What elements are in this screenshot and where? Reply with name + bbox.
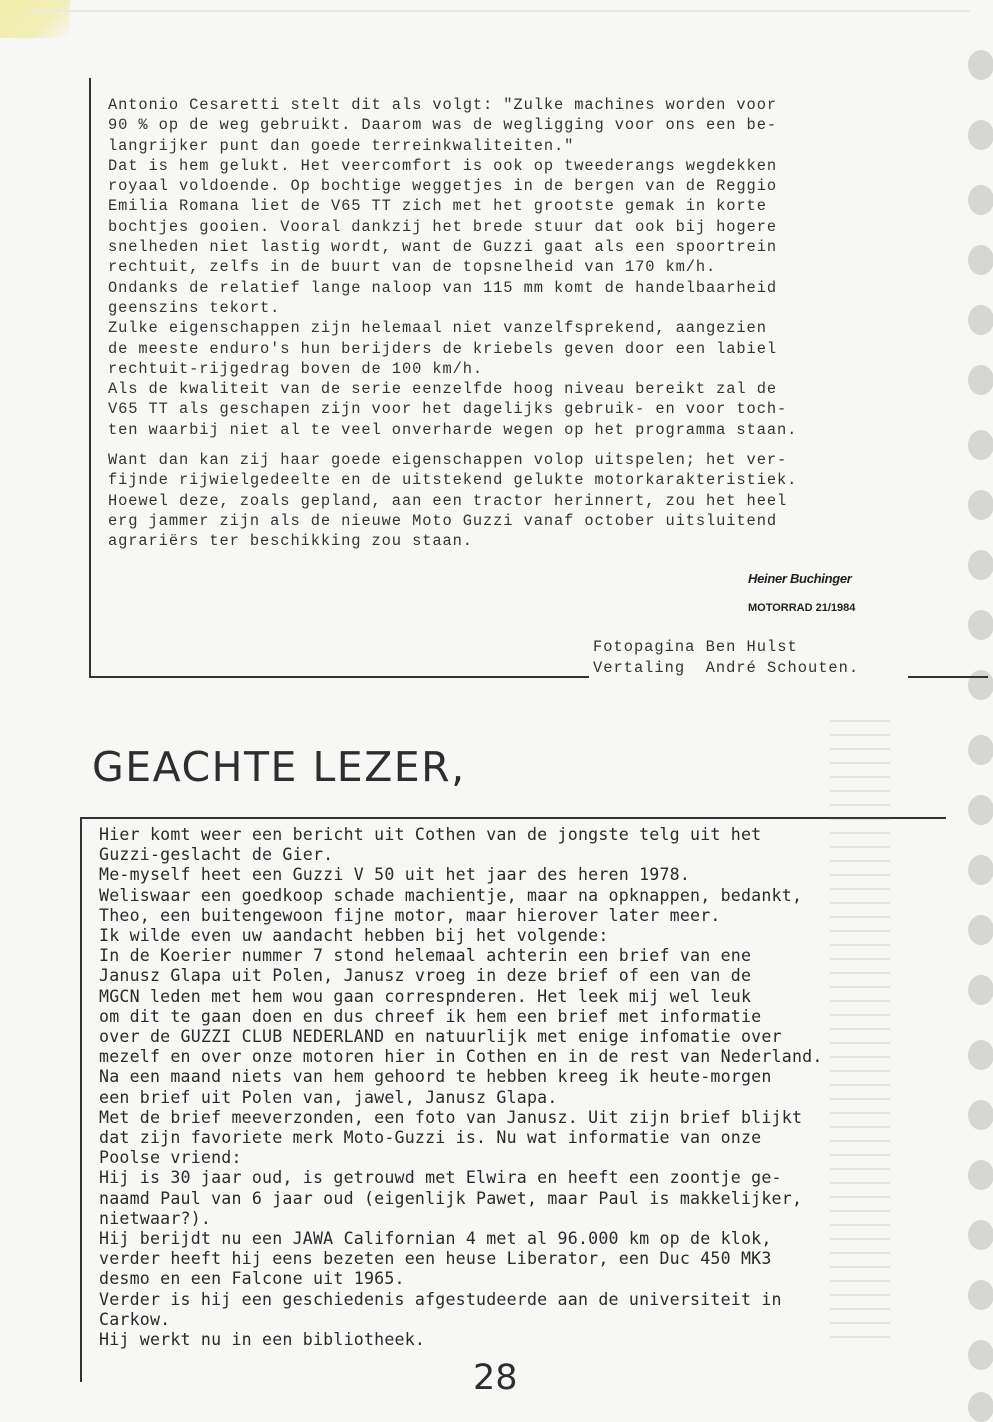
text-line: Me-myself heet een Guzzi V 50 uit het jaar des heren 1978. — [99, 865, 691, 885]
letter-heading: GEACHTE LEZER, — [92, 743, 466, 791]
punch-hole — [968, 855, 993, 885]
text-line: geenszins tekort. — [108, 298, 281, 317]
article1-bottom-rule-tail — [908, 676, 988, 678]
text-line: rechtuit-rijgedrag boven de 100 km/h. — [108, 359, 484, 378]
letter-body — [99, 825, 969, 1350]
text-line: over de GUZZI CLUB NEDERLAND en natuurlijk met enige infomatie over — [99, 1027, 782, 1047]
text-line: om dit te gaan doen en dus chreef ik hem een brief met informatie — [99, 1006, 762, 1026]
punch-hole — [968, 305, 993, 335]
text-line: Hoewel deze, zoals gepland, aan een tractor herinnert, zou het heel — [108, 491, 788, 510]
text-line: Met de brief meeverzonden, een foto van Janusz. Uit zijn brief blijkt — [99, 1107, 803, 1127]
text-line: Ondanks de relatief lange naloop van 115 mm komt de handelbaarheid — [108, 278, 777, 297]
punch-hole — [968, 185, 993, 215]
punch-hole — [968, 490, 993, 520]
article1-left-rule — [89, 78, 91, 676]
punch-hole — [968, 1040, 993, 1070]
letter-top-rule — [80, 817, 946, 819]
punch-hole — [968, 1340, 993, 1370]
punch-hole — [968, 670, 993, 700]
article1-paragraph-b — [108, 450, 958, 551]
text-line: bochtjes gooien. Vooral dankzij het brede stuur dat ook bij hogere — [108, 217, 777, 236]
text-line: mezelf en over onze motoren hier in Cothen en in de rest van Nederland. — [99, 1047, 823, 1067]
article1-bottom-rule — [89, 676, 589, 678]
text-line: Verder is hij een geschiedenis afgestudeerde aan de universiteit in — [99, 1289, 782, 1309]
text-line: Guzzi-geslacht de Gier. — [99, 845, 334, 865]
punch-hole — [968, 1392, 993, 1422]
top-edge — [30, 10, 970, 12]
text-line: Theo, een buitengewoon fijne motor, maar hierover later meer. — [99, 905, 721, 925]
translation-credit: Vertaling André Schouten. — [593, 658, 860, 677]
text-line: Zulke eigenschappen zijn helemaal niet vanzelfsprekend, aangezien — [108, 319, 767, 338]
text-line: Hij werkt nu in een bibliotheek. — [99, 1330, 426, 1350]
tape-mark — [0, 0, 70, 38]
text-line: Dat is hem gelukt. Het veercomfort is ook op tweederangs wegdekken — [108, 156, 777, 175]
punch-hole — [968, 1160, 993, 1190]
text-line: MGCN leden met hem wou gaan correspnderen. Het leek mij wel leuk — [99, 986, 752, 1006]
text-line: Janusz Glapa uit Polen, Janusz vroeg in deze brief of een van de — [99, 966, 752, 986]
text-line: Poolse vriend: — [99, 1148, 242, 1168]
punch-hole — [968, 915, 993, 945]
punch-hole — [968, 430, 993, 460]
punch-hole — [968, 610, 993, 640]
punch-hole — [968, 245, 993, 275]
punch-hole — [968, 795, 993, 825]
article1-body — [108, 95, 958, 552]
text-line: verder heeft hij eens bezeten een heuse Liberator, een Duc 450 MK3 — [99, 1249, 772, 1269]
photo-credit: Fotopagina Ben Hulst — [593, 638, 798, 656]
article1-paragraph-a — [108, 95, 958, 440]
text-line: dat zijn favoriete merk Moto-Guzzi is. Nu wat informatie van onze — [99, 1128, 762, 1148]
text-line: fijnde rijwielgedeelte en de uitstekend gelukte motorkarakteristiek. — [108, 471, 798, 490]
punch-hole — [968, 735, 993, 765]
text-line: snelheden niet lastig wordt, want de Guzzi gaat als een spoortrein — [108, 238, 777, 257]
punch-hole — [968, 50, 993, 80]
text-line: Antonio Cesaretti stelt dit als volgt: "Zulke machines worden voor — [108, 96, 777, 114]
text-line: royaal voldoende. Op bochtige weggetjes in de bergen van de Reggio — [108, 177, 777, 196]
text-line: desmo en een Falcone uit 1965. — [99, 1269, 405, 1289]
text-line: nietwaar?). — [99, 1208, 212, 1228]
punch-hole — [968, 1280, 993, 1310]
punch-hole — [968, 975, 993, 1005]
text-line: langrijker punt dan goede terreinkwaliteiten." — [108, 136, 575, 155]
text-line: Hij berijdt nu een JAWA Californian 4 met al 96.000 km op de klok, — [99, 1229, 772, 1249]
text-line: In de Koerier nummer 7 stond helemaal achterin een brief van ene — [99, 946, 752, 966]
text-line: Als de kwaliteit van de serie eenzelfde hoog niveau bereikt zal de — [108, 380, 777, 399]
punch-hole — [968, 550, 993, 580]
credits — [593, 637, 859, 678]
text-line: agrariërs ter beschikking zou staan. — [108, 532, 473, 551]
letter-left-rule — [80, 817, 82, 1382]
text-line: de meeste enduro's hun berijders de kriebels geven door een labiel — [108, 339, 777, 358]
text-line: rechtuit, zelfs in de buurt van de topsnelheid van 170 km/h. — [108, 258, 717, 277]
text-line: Want dan kan zij haar goede eigenschappen volop uitspelen; het ver- — [108, 451, 788, 470]
author-name: Heiner Buchinger — [748, 571, 852, 586]
text-line: Na een maand niets van hem gehoord te hebben kreeg ik heute-morgen — [99, 1067, 772, 1087]
text-line: Hij is 30 jaar oud, is getrouwd met Elwira en heeft een zoontje ge- — [99, 1168, 782, 1188]
text-line: V65 TT als geschapen zijn voor het dagelijks gebruik- en voor toch- — [108, 400, 788, 419]
source-citation: MOTORRAD 21/1984 — [748, 602, 856, 614]
text-line: een brief uit Polen van, jawel, Janusz Glapa. — [99, 1087, 558, 1107]
text-line: Ik wilde even uw aandacht hebben bij het volgende: — [99, 926, 609, 946]
text-line: ten waarbij niet al te veel onverharde wegen op het programma staan. — [108, 420, 798, 439]
text-line: Emilia Romana liet de V65 TT zich met het grootste gemak in korte — [108, 197, 767, 216]
text-line: Carkow. — [99, 1309, 171, 1329]
page-number: 28 — [473, 1358, 518, 1398]
punch-hole — [968, 365, 993, 395]
punch-hole — [968, 120, 993, 150]
text-line: naamd Paul van 6 jaar oud (eigenlijk Pawet, maar Paul is makkelijker, — [99, 1188, 803, 1208]
text-line: Weliswaar een goedkoop schade machientje, maar na opknappen, bedankt, — [99, 885, 803, 905]
punch-hole — [968, 1220, 993, 1250]
text-line: erg jammer zijn als de nieuwe Moto Guzzi vanaf october uitsluitend — [108, 511, 777, 530]
text-line: 90 % op de weg gebruikt. Daarom was de wegligging voor ons een be- — [108, 116, 777, 135]
text-line: Hier komt weer een bericht uit Cothen van de jongste telg uit het — [99, 825, 762, 844]
punch-hole — [968, 1100, 993, 1130]
